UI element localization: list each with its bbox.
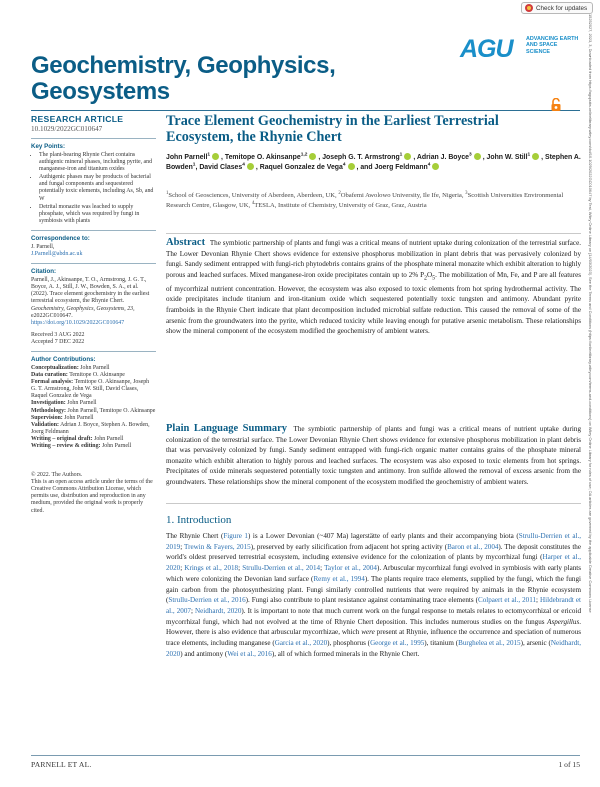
section-divider [166,503,581,504]
intro-text: ), phosphorus ( [327,639,371,648]
contribution-names: John Parnell [101,443,132,449]
affiliations: $^1$School of Geosciences, University of Aberdeen, Aberdeen, UK, $^2$Obafemi Awolowo University, Ile Ife, Nigeria, $^3$Scottish Universities Environmental Research Centre, Glasgow, UK, $^4$TESLA, Institute of Chemistry, University of Graz, Graz, Austria [166,190,564,209]
author-affiliation-sup: 1 [399,152,403,158]
author-affiliation-sup: 3 [469,152,472,158]
contribution-item [31,415,156,422]
accepted-date: Accepted 7 DEC 2022 [31,338,85,345]
affiliation-4: TESLA, Institute of Chemistry, University of Graz, Graz, Austria [254,201,427,209]
journal-title [31,53,431,105]
sidebar-divider [31,351,156,352]
citation-journal: Geochemistry, Geophysics, Geosystems, 23, [31,305,135,312]
reference-link[interactable]: Strullu-Derrien et al., 2016 [168,596,246,605]
abstract [166,238,581,337]
journal-title-line1: Geochemistry, Geophysics, [31,52,336,79]
contribution-names: John Parnell [94,435,124,442]
contribution-role: Conceptualization: [31,364,79,371]
reference-link[interactable]: Krings et al., 2018 [184,564,239,573]
contribution-item [31,400,156,407]
author-name[interactable]: Raquel Gonzalez de Vega [259,163,343,171]
intro-text: ) and antimony ( [180,649,228,658]
intro-text: ). Arbuscular mycorrhizal fungi evolved in symbiosis with early plants which were colonizing the Devonian land surface ( [166,564,582,583]
sidebar-divider [31,138,156,139]
open-access-icon [549,98,563,112]
reference-link[interactable]: Garcia et al., 2020 [274,639,328,648]
contribution-names: John Parnell [67,400,97,407]
intro-text: ; [180,542,185,551]
footer-authors: PARNELL ET AL. [31,760,92,769]
orcid-icon[interactable] [404,153,411,160]
formula-subscript: 5 [432,275,436,282]
contribution-role: Formal analysis: [31,379,74,386]
author-name[interactable]: Temitope O. Akinsanpe [224,154,301,161]
formula-oxygen: O [426,270,433,279]
key-point: • Detrital monazite was leached to supply phosphate, which was required by fungi in symbiosis with plants [39,204,156,225]
intro-text: . However, there is also evidence that arbuscular mycorrhizae, which [166,617,581,637]
affiliation-3: Scottish Universities Environmental Research Centre, Glasgow, UK, [166,192,564,209]
footer-divider [31,755,580,756]
intro-text: ). Fungi also contribute to plant resistance against contaminating trace elements ( [245,596,478,605]
check-for-updates-label: Check for updates [536,4,588,12]
intro-text: ), preserved by early silicification from adjacent hot spring activity ( [250,542,448,551]
check-for-updates-button[interactable] [521,2,593,14]
plain-language-summary [166,424,581,488]
intro-text: ), titanium ( [424,639,459,648]
intro-text: ; [536,596,540,605]
author-affiliation-sup: 4 [342,162,346,168]
intro-text: ), arsenic ( [520,639,551,648]
contribution-item [31,443,156,450]
contribution-role: Validation: [31,421,59,428]
key-point: • Authigenic phases may be products of bacterial and fungal components and sequestered potentially toxic elements, including As, Sb, and W [39,174,156,202]
agu-tagline: ADVANCING EARTH AND SPACE SCIENCE [526,36,579,55]
intro-text: ; [180,564,185,573]
author-name[interactable]: Joerg Feldmann [374,163,428,171]
plain-summary-label: Plain Language Summary [166,423,288,434]
author-affiliation-sup: 1,2 [300,152,308,158]
reference-link[interactable]: Remy et al., 1994 [313,574,365,583]
author-affiliation-sup: 4 [242,162,245,168]
contribution-item [31,408,156,415]
author-name[interactable]: Joseph G. T. Armstrong [322,154,400,161]
orcid-icon[interactable] [348,163,355,170]
reference-link[interactable]: Colpaert et al., 2011 [477,596,537,605]
contribution-names: Adrian J. Boyce, Stephen A. Bowden, Joerg Feldmann [31,421,150,435]
citation-body: Parnell, J., Akinsanpe, T. O., Armstrong, J. G. T., Boyce, A. J., Still, J. W., Bowden, S. A., et al. (2022). Trace element geochemistry in the earliest terrestrial ecosystem, the Rhynie Chert. [31,277,150,305]
intro-text: The Rhynie Chert ( [166,532,224,540]
intro-text: ), all of which formed minerals in the Rhynie Chert. [271,649,420,658]
sidebar-divider [31,263,156,264]
reference-link[interactable]: Neidhardt, 2020 [195,606,242,615]
author-name[interactable]: John W. Still [486,154,528,161]
intro-text: ; [190,606,195,615]
reference-link[interactable]: Hildebrandt et al., 2007 [166,596,581,615]
correspondence-name: J. Parnell, [31,243,55,250]
genus-name: Aspergillus [547,617,580,626]
reference-link[interactable]: Strullu-Derrien et al., 2019 [166,532,582,551]
doi[interactable]: 10.1029/2022GC010647 [31,125,103,133]
key-points-heading: Key Points: [31,143,66,150]
received-date: Received 3 AUG 2022 [31,331,85,338]
contribution-item [31,436,156,443]
affiliation-1: School of Geosciences, University of Aberdeen, Aberdeen, UK, [168,192,337,199]
author-affiliation-sup: 1 [192,162,196,168]
formula-subscript: 2 [424,275,427,282]
contribution-names: John Parnell [64,414,94,421]
section-divider [166,233,581,234]
contribution-item [31,365,156,372]
correspondence-heading: Correspondence to: [31,234,90,242]
intro-text: ). The plants require trace elements, supplied by the fungi, which the fungi gain carbon from the photosynthesizing plant. Fungi similarly controlled nutrients that were required by animals in the Rhynie ecosystem ( [166,574,581,605]
contribution-role: Writing – original draft: [31,435,93,442]
contribution-role: Methodology: [31,407,67,414]
reference-link[interactable]: George et al., 1995 [370,639,425,648]
page-number: 1 of 15 [558,760,580,769]
contribution-item [31,379,156,400]
contribution-item [31,422,156,436]
left-sidebar [31,113,156,515]
contribution-names: John Parnell [80,364,110,371]
intro-text: ). The deposit constitutes the world's oldest preserved terrestrial ecosystem, including extensive evidence for the colonization of plants by mycorrhizal fungi ( [166,542,581,562]
intro-text: ) is a Lower Devonian (~407 Ma) lagerstätte of early plants and their accompanying biota ( [247,532,519,540]
contribution-names: Temitope O. Akinsanpe, Joseph G. T. Armstrong, John W. Still, David Clases, Raquel Gonzalez de Vega [31,379,150,400]
plain-summary-text: The symbiotic partnership of plants and fungi was a critical means of nutrient uptake during colonization of the terrestrial surface. The Lower Devonian Rhynie Chert shows evidence for extensive phosphorus mobilization in plant debris that was pervasively colonized by fungi. Sandy sediment entrapped with fungi-rich organic matter contains grains of the phosphate mineral monazite which exhibit alteration to highly porous and leached surfaces. The ecosystem was also exposed to toxic elements from hot springs. Precipitates of oxide minerals sequestered potentially toxic tungsten and antimony. Iron sulfide allowed the removal of excess arsenic from the groundwaters. These relationships show the mineral component of the ecosystem modified the geochemistry of ambient waters. [166,425,581,486]
paper-title-line1: Trace Element Geochemistry in the Earliest Terrestrial [166,113,499,129]
reference-link[interactable]: Trewin & Fayers, 2015 [184,542,251,551]
contribution-names: Temitope O. Akinsanpe [69,372,125,379]
intro-text: ; [320,564,325,573]
citation-text [31,277,156,327]
contribution-names: John Parnell, Temitope O. Akinsanpe [67,407,156,414]
contribution-role: Data curation: [31,372,68,379]
license-text: This is an open access article under the terms of the Creative Commons Attribution License, which permits use, distribution and reproduction in any medium, provided the original work is properly cited. [31,479,153,514]
reference-link[interactable]: Wei et al., 2016 [227,649,272,658]
key-points-list [31,152,156,225]
agu-wordmark: AGU [460,35,513,63]
contribution-item [31,372,156,379]
intro-text: ; [238,564,243,573]
emphasis-text: were [361,628,375,637]
paper-title [166,113,566,145]
contribution-role: Investigation: [31,400,66,407]
contributions-heading: Author Contributions: [31,355,96,363]
contribution-role: Writing – review & editing: [31,443,101,449]
author-name[interactable]: Adrian J. Boyce [416,154,470,161]
author-affiliation-sup: 4 [427,162,431,168]
license-copyright: © 2022. The Authors. [31,472,83,479]
citation-article: e2022GC010647. [31,312,73,319]
figure-link[interactable]: Figure 1 [223,532,248,540]
orcid-icon[interactable] [247,163,254,170]
contribution-role: Supervision: [31,414,63,421]
download-side-note: 15252027, 2023, 3, Downloaded from https://agupubs.onlinelibrary.wiley.com/doi/10.1029/2022GC010647 by Test, Wiley Online Library on [14/03/2023]. See the Terms and Conditions (https://onlinelibrary.wiley.com/terms-and-conditions) on Wiley Online Library for rules of use; OA articles are governed by the applicable Creative Commons License [588,14,593,613]
orcid-icon[interactable] [309,153,316,160]
citation-heading: Citation: [31,268,57,276]
introduction-paragraph [166,531,581,659]
intro-text: present at Rhynie, influence the occurrence and speciation of numerous trace elements, including manganese ( [166,628,581,648]
sidebar-divider [31,230,156,231]
crossmark-icon [525,4,533,12]
correspondence-email[interactable]: J.Parnell@abdn.ac.uk [31,251,83,258]
author-name[interactable]: Stephen A. Bowden [166,154,581,171]
abstract-label: Abstract [166,237,206,248]
key-point: • The plant-bearing Rhynie Chert contains authigenic mineral phases, including pyrite, and manganese-iron and titanium oxides [39,152,156,173]
author-name[interactable]: David Clases [199,163,243,171]
article-type: RESEARCH ARTICLE [31,114,124,124]
orcid-icon[interactable] [212,153,219,160]
citation-link[interactable]: https://doi.org/10.1029/2022GC010647 [31,319,125,326]
orcid-icon[interactable] [474,153,481,160]
reference-link[interactable]: Strullu-Derrien et al., 2014 [242,564,321,573]
reference-link[interactable]: Burgheleа et al., 2015 [458,639,521,648]
affiliation-2: Obafemi Awolowo University, Ile Ife, Nigeria, [340,192,464,199]
reference-link[interactable]: Harper et al., 2020 [166,553,581,573]
reference-link[interactable]: Taylor et al., 2004 [324,564,377,573]
abstract-text-continued: . The mobilization of Mn, Fe, and P are all features of mycorrhizal nutrient concentration. However, the ecosystem was also exposed to toxic elements from hot spring hydrothermal activity. The oxide precipitates include titanium and iron-titanium oxide which sequestered potentially toxic tungsten and antimony. Abundant pyrite framboids in the Rhynie Chert indicate that plant decomposition included microbial sulfate reduction. This caused the removal of some of the arsenic from the groundwaters into the pyrite, which reduced toxicity while leaving enough for putative arsenic metabolism. These relationships show the mineral component of the ecosystem modified the geochemistry of ambient waters. [166,270,581,336]
journal-title-line2: Geosystems [31,78,170,105]
paper-title-line2: Ecosystem, the Rhynie Chert [166,129,342,145]
intro-text: ). It is important to note that much current work on the fungal response to metals relates to ectomycorrhizal or ericoid mycorrhizal fungi, which had not evolved at the time of Rhynie Chert deposition. This includes numerous studies on the fungus [166,606,581,626]
author-name[interactable]: John Parnell [166,154,208,161]
reference-link[interactable]: Neidhardt, 2020 [166,639,582,658]
orcid-icon[interactable] [432,163,439,170]
reference-link[interactable]: Baron et al., 2004 [447,542,499,551]
header-divider [31,110,580,111]
agu-logo [460,33,580,69]
abstract-text: The symbiotic partnership of plants and fungi was a critical means of nutrient uptake during colonization of the terrestrial surface. The Lower Devonian Rhynie Chert shows evidence for extensive phosphorus mobilization in plant debris that was pervasively colonized by fungi. Sandy sediment entrapped with fungi-rich phytodebris contains grains of the phosphate mineral monazite which exhibit alteration to highly porous and leached surfaces. Mixed manganese-iron oxide precipitates contain up to 2% P [166,239,581,279]
introduction-heading: 1. Introduction [166,514,232,526]
author-affiliation-sup: 1 [527,152,531,158]
author-affiliation-sup: 1 [207,152,211,158]
author-list: John Parnell$^1$ , Temitope O. Akinsanpe$^{1,2}$ , Joseph G. T. Armstrong$^1$ , Adrian J. Boyce$^3$ , John W. Still$^1$ , Stephen A. Bowden$^1$, David Clases$^4$ , Raquel Gonzalez de Vega$^4$ , and Joerg Feldmann$^4$ [166,152,581,171]
orcid-icon[interactable] [532,153,539,160]
